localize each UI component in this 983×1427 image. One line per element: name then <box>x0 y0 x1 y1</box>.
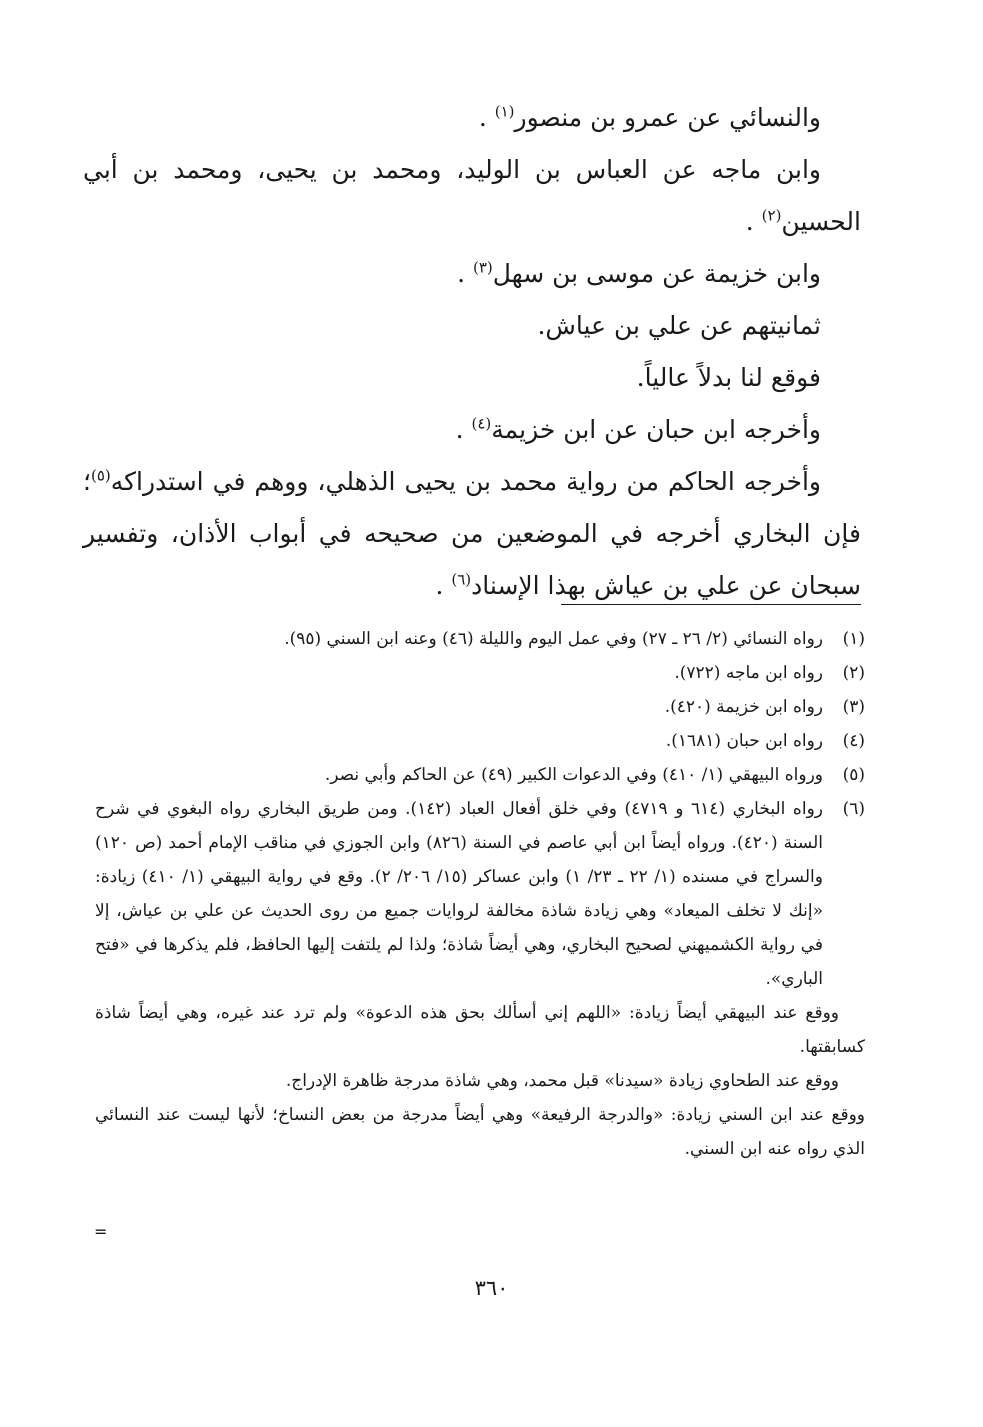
paragraph-text: وأخرجه ابن حبان عن ابن خزيمة <box>491 415 821 444</box>
footnote-text: رواه ابن خزيمة (٤٢٠). <box>664 697 823 717</box>
paragraph-tail: ؛ فإن البخاري أخرجه في الموضعين من صحيحه في أبواب الأذان، وتفسير سبحان عن علي بن عياش بهذا الإسناد <box>83 467 861 600</box>
footnote <box>95 690 865 724</box>
main-paragraph <box>83 404 861 456</box>
main-paragraph <box>83 456 861 612</box>
footnote-text: ورواه البيهقي (١/ ٤١٠) وفي الدعوات الكبير (٤٩) عن الحاكم وأبي نصر. <box>324 765 823 785</box>
footnote-number: (٣) <box>842 697 865 717</box>
footnote-number: (٢) <box>842 663 865 683</box>
footnote-ref: (٤) <box>471 414 492 433</box>
footnote-number: (٤) <box>842 731 865 751</box>
footnote <box>95 622 865 656</box>
paragraph-text: والنسائي عن عمرو بن منصور <box>514 103 821 132</box>
main-paragraph <box>83 144 861 248</box>
footnote-separator <box>561 604 861 605</box>
paragraph-tail: . <box>478 103 495 132</box>
footnote-continuation: ووقع عند ابن السني زيادة: «والدرجة الرفيعة» وهي أيضاً مدرجة من بعض النساخ؛ لأنها ليست عند النسائي الذي رواه عنه ابن السني. <box>95 1105 865 1159</box>
footnote <box>95 792 865 996</box>
footnote-text: رواه ابن حبان (١٦٨١). <box>665 731 823 751</box>
paragraph-text: وابن خزيمة عن موسى بن سهل <box>492 259 821 288</box>
footnote <box>95 758 865 792</box>
paragraph-tail: . <box>455 415 472 444</box>
footnote-text: رواه النسائي (٢/ ٢٦ ـ ٢٧) وفي عمل اليوم والليلة (٤٦) وعنه ابن السني (٩٥). <box>284 629 823 649</box>
paragraph-text: وابن ماجه عن العباس بن الوليد، ومحمد بن يحيى، ومحمد بن أبي الحسين <box>83 155 861 236</box>
paragraph-tail: . <box>435 571 452 600</box>
main-paragraph <box>83 248 861 300</box>
main-paragraph <box>83 352 861 404</box>
paragraph-tail: . <box>457 259 473 288</box>
footnote-ref: (٢) <box>761 206 782 225</box>
paragraph-text: فوقع لنا بدلاً عالياً. <box>636 363 821 392</box>
main-paragraph <box>83 92 861 144</box>
footnote-ref: (٣) <box>472 258 493 277</box>
footnote-text: رواه البخاري (٦١٤ و ٤٧١٩) وفي خلق أفعال العباد (١٤٢). ومن طريق البخاري رواه البغوي في شرح السنة (٤٢٠). ورواه أيضاً ابن أبي عاصم في السنة (٨٢٦) وابن الجوزي في مناقب الإمام أحمد (ص ١٢٠) والسراج في مسنده (١/ ٢٢ ـ ٢٣/ ١) وابن عساكر (١٥/ ٢٠٦/ ٢). وقع في رواية البيهقي (١/ ٤١٠) زيادة: «إنك لا تخلف الميعاد» وهي زيادة شاذة مخالفة لروايات جميع من روى الحديث عن علي بن عياش، إلا في رواية الكشميهني لصحيح البخاري، وهي أيضاً شاذة؛ ولذا لم يلتفت إليها الحافظ، فلم يذكرها في «فتح الباري». <box>95 799 823 989</box>
footnote-ref: (٥) <box>90 466 111 485</box>
footnote <box>95 656 865 690</box>
footnote <box>95 724 865 758</box>
footnotes <box>95 622 865 1166</box>
paragraph-text: وأخرجه الحاكم من رواية محمد بن يحيى الذهلي، ووهم في استدراكه <box>110 467 821 496</box>
footnote-number: (١) <box>842 629 865 649</box>
paragraph-tail: . <box>745 207 762 236</box>
footnote-ref: (٦) <box>451 570 472 589</box>
main-text <box>83 92 861 612</box>
footnote-number: (٦) <box>842 799 865 819</box>
footnote-continuation: ووقع عند الطحاوي زيادة «سيدنا» قبل محمد، وهي شاذة مدرجة ظاهرة الإدراج. <box>285 1071 839 1091</box>
footnote-text: رواه ابن ماجه (٧٢٢). <box>674 663 823 683</box>
paragraph-text: ثمانيتهم عن علي بن عياش. <box>537 311 821 340</box>
footnote-number: (٥) <box>842 765 865 785</box>
main-paragraph <box>83 300 861 352</box>
footnote-continuation: ووقع عند البيهقي أيضاً زيادة: «اللهم إني أسألك بحق هذه الدعوة» ولم ترد عند غيره، وهي أيضاً شاذة كسابقتها. <box>95 1003 865 1057</box>
page-number: ٣٦٠ <box>474 1276 509 1300</box>
continuation-mark: = <box>94 1222 108 1241</box>
footnote-ref: (١) <box>494 102 515 121</box>
